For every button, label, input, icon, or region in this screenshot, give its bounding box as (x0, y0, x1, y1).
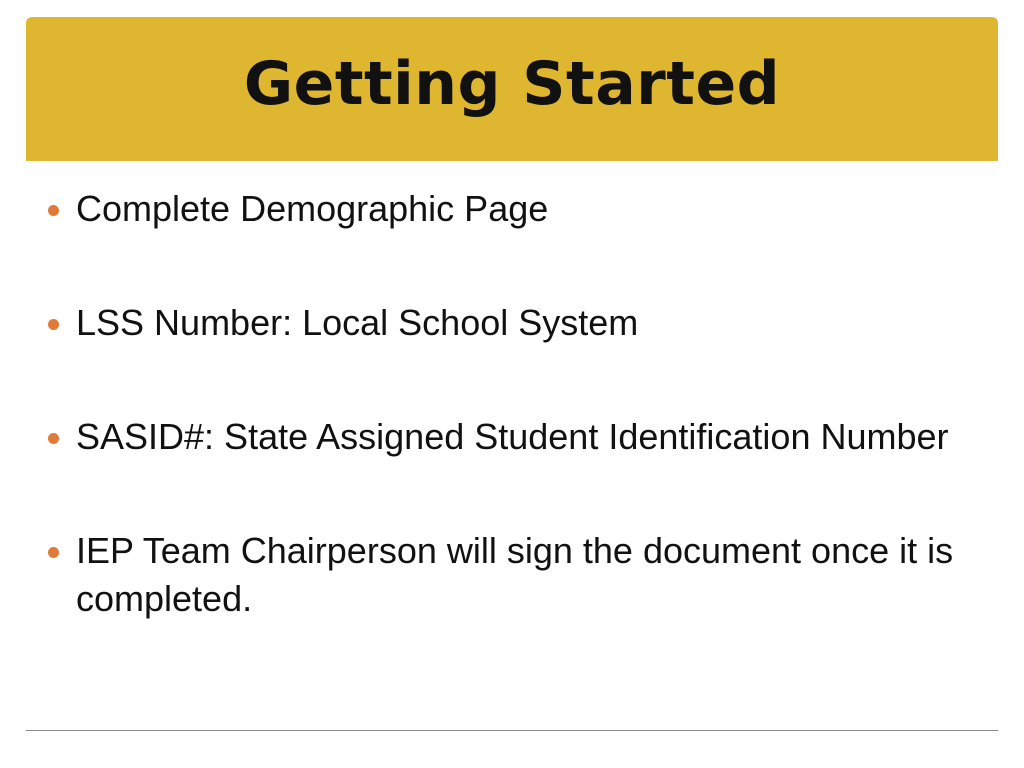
bullet-text: Complete Demographic Page (76, 188, 549, 229)
bullet-list (48, 185, 993, 623)
bullet-item (48, 299, 993, 347)
bullet-text: LSS Number: Local School System (76, 302, 639, 343)
bullet-dot-icon (48, 547, 59, 558)
bullet-dot-icon (48, 433, 59, 444)
bullet-item (48, 527, 993, 623)
bullet-item (48, 413, 993, 461)
bullet-text: IEP Team Chairperson will sign the document once it is completed. (76, 530, 954, 619)
footer-divider (26, 730, 998, 731)
slide-title: Getting Started (243, 49, 781, 119)
bullet-dot-icon (48, 319, 59, 330)
bullet-dot-icon (48, 205, 59, 216)
bullet-text: SASID#: State Assigned Student Identification Number (76, 416, 949, 457)
bullet-item (48, 185, 993, 233)
title-banner (26, 17, 998, 161)
